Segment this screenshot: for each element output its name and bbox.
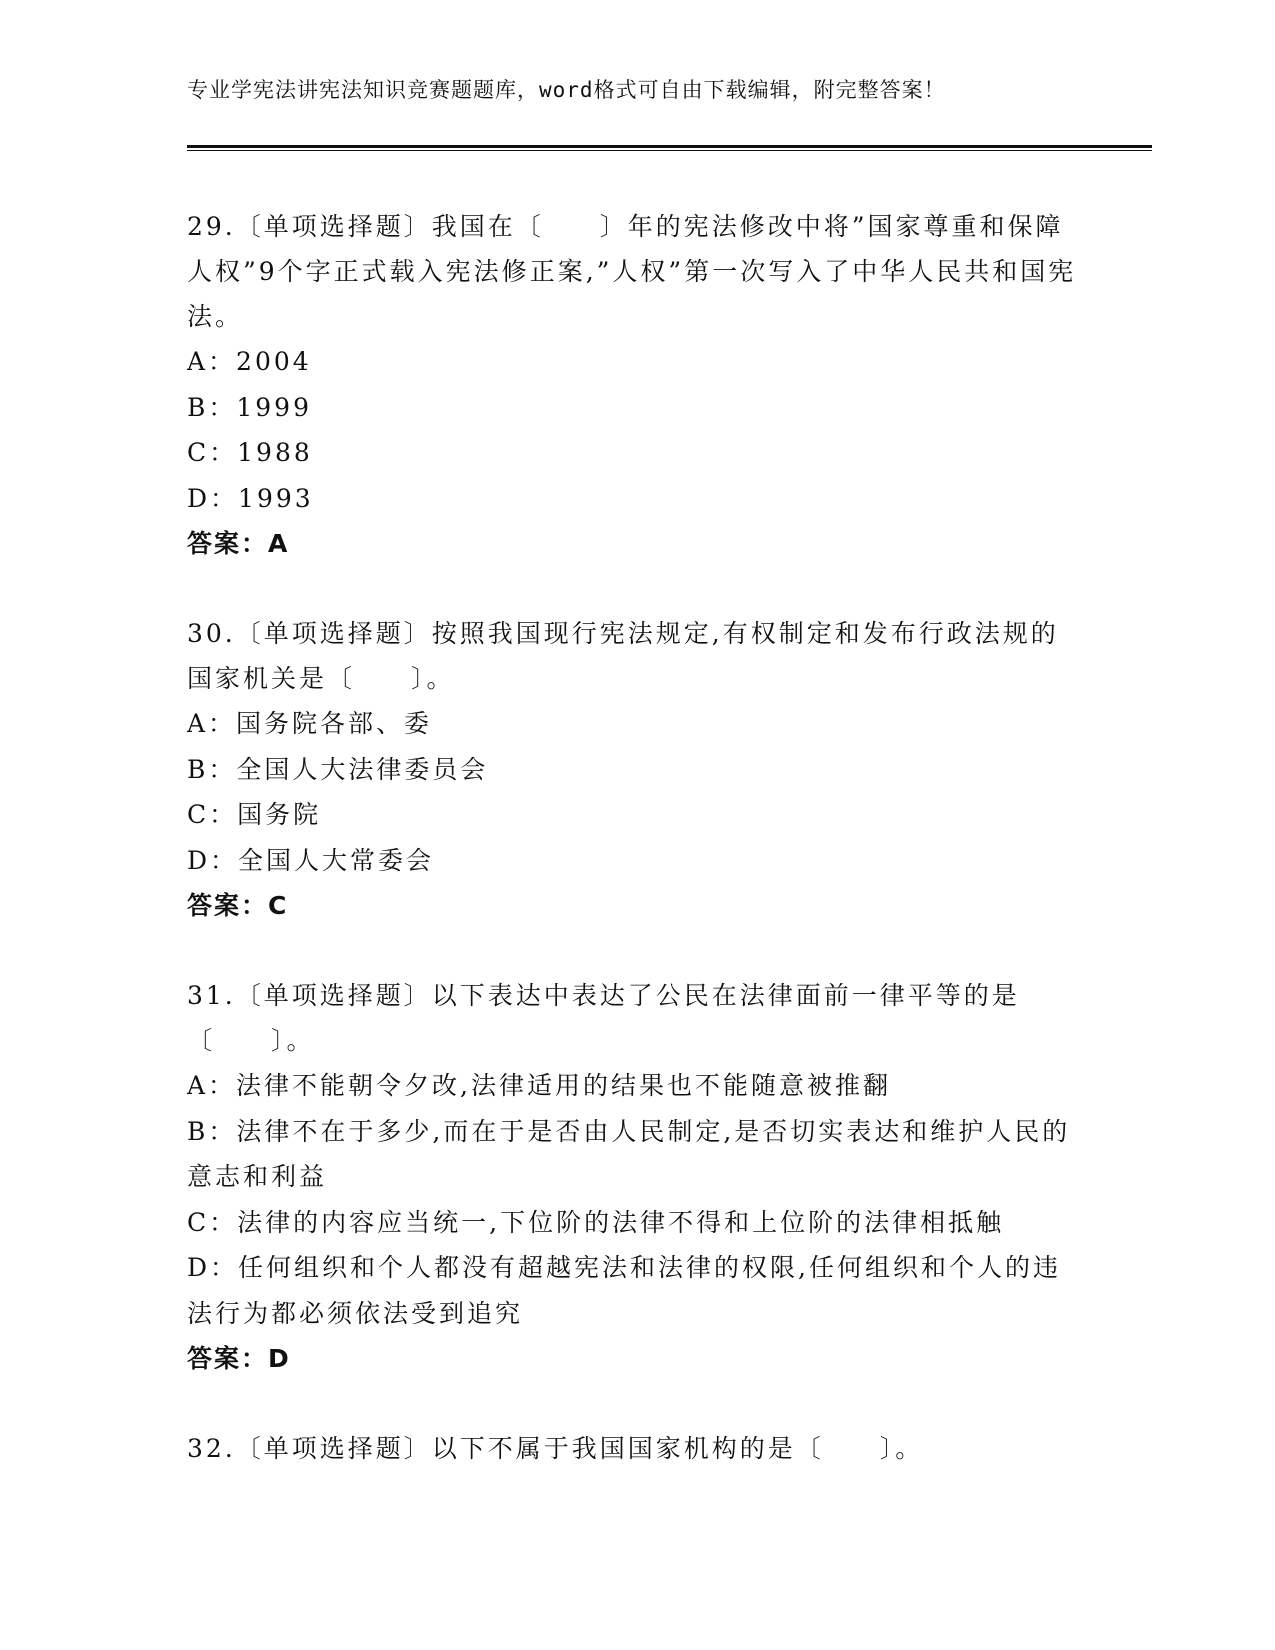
- header-rule-thin: [187, 150, 1152, 151]
- question-30: [187, 611, 1077, 928]
- option-a: A：国务院各部、委: [187, 709, 433, 738]
- option-b: B：1999: [187, 392, 312, 422]
- question-list: [187, 204, 1077, 1471]
- question-text: 29.〔单项选择题〕我国在〔 〕年的宪法修改中将”国家尊重和保障人权”9个字正式载入宪法修正案,”人权”第一次写入了中华人民共和国宪法。: [187, 212, 1077, 331]
- option-c: C：法律的内容应当统一,下位阶的法律不得和上位阶的法律相抵触: [187, 1207, 1005, 1237]
- question-32: [187, 1426, 1077, 1471]
- header-rule-thick: [187, 145, 1152, 148]
- option-b: B：法律不在于多少,而在于是否由人民制定,是否切实表达和维护人民的意志和利益: [187, 1116, 1071, 1191]
- question-29: [187, 204, 1077, 566]
- answer: 答案：C: [187, 891, 289, 920]
- option-d: D：全国人大常委会: [187, 845, 435, 875]
- option-b: B：全国人大法律委员会: [187, 754, 489, 784]
- question-31: [187, 973, 1077, 1381]
- option-d: D：任何组织和个人都没有超越宪法和法律的权限,任何组织和个人的违法行为都必须依法受到追究: [187, 1253, 1061, 1328]
- question-text: 31.〔单项选择题〕以下表达中表达了公民在法律面前一律平等的是〔 〕。: [187, 981, 1020, 1055]
- question-text: 30.〔单项选择题〕按照我国现行宪法规定,有权制定和发布行政法规的国家机关是〔 〕。: [187, 619, 1059, 693]
- answer: 答案：A: [187, 529, 290, 558]
- option-c: C：国务院: [187, 800, 322, 829]
- answer: 答案：D: [187, 1344, 291, 1373]
- question-text: 32.〔单项选择题〕以下不属于我国国家机构的是〔 〕。: [187, 1434, 924, 1463]
- option-a: A：2004: [187, 347, 312, 376]
- option-a: A：法律不能朝令夕改,法律适用的结果也不能随意被推翻: [187, 1071, 892, 1100]
- page-header: 专业学宪法讲宪法知识竞赛题题库，word格式可自由下载编辑，附完整答案！: [187, 78, 946, 102]
- option-c: C：1988: [187, 438, 313, 467]
- option-d: D：1993: [187, 483, 314, 513]
